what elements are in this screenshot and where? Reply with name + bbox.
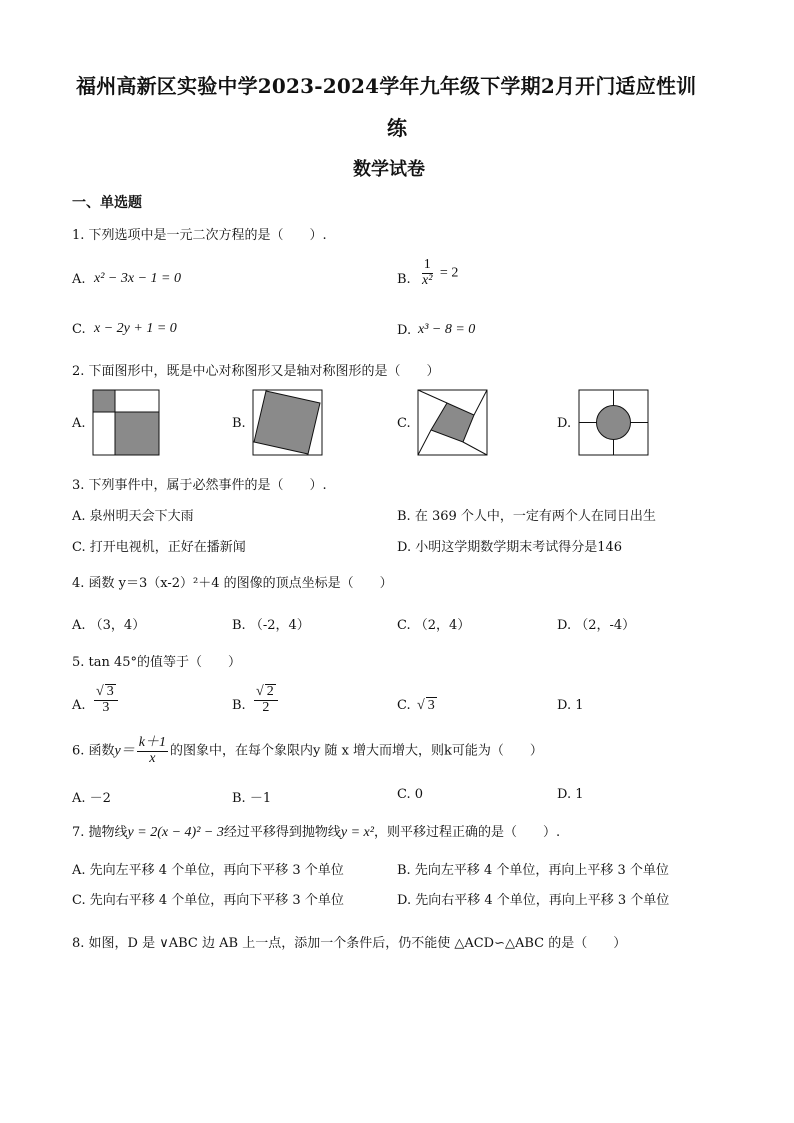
q7-stem-prefix: 7. 抛物线 [72, 825, 128, 840]
q1-stem: 1. 下列选项中是一元二次方程的是（ ）. [72, 228, 327, 243]
q3-option-d: D. 小明这学期数学期末考试得分是146 [397, 540, 623, 555]
q6-fraction [137, 736, 168, 766]
q6-fraction-denominator: x [149, 750, 156, 766]
q6-fraction-numerator: k＋1 [138, 735, 166, 750]
q3-option-b: B. 在 369 个人中，一定有两个人在同日出生 [397, 509, 656, 524]
q1-option-a-text: x² − 3x − 1 = 0 [94, 271, 181, 286]
q7-stem [72, 821, 560, 841]
q5-option-b-radicand: 2 [266, 684, 274, 699]
q5-option-d: D. 1 [557, 698, 584, 713]
q4-option-a: A. （3，4） [72, 618, 146, 633]
q8-stem: 8. 如图，D 是 ∨ABC 边 AB 上一点，添加一个条件后，仍不能使 △ACD∽△ABC 的是（ ） [72, 936, 627, 951]
q7-math-original: y = 2(x − 4)² − 3 [127, 825, 224, 840]
q1-option-b-numerator: 1 [423, 257, 431, 272]
document-subtitle: 数学试卷 [353, 159, 425, 180]
document-title-line2: 练 [387, 116, 408, 140]
q5-option-b-label: B. [232, 698, 246, 713]
q1-option-c-text: x − 2y + 1 = 0 [94, 321, 177, 336]
q1-option-b-rest: = 2 [439, 265, 459, 281]
q1-option-b-label: B. [397, 272, 411, 287]
q2-figure-a [92, 389, 162, 457]
q5-option-c-radicand: 3 [427, 698, 435, 713]
q5-option-c-label: C. [397, 698, 411, 713]
q6-option-a: A. －2 [72, 791, 111, 806]
q2-stem: 2. 下面图形中，既是中心对称图形又是轴对称图形的是（ ） [72, 364, 440, 379]
q1-option-c-label: C. [72, 322, 86, 337]
q7-option-d: D. 先向右平移 4 个单位，再向上平移 3 个单位 [397, 893, 670, 908]
q2-option-d-label: D. [557, 416, 572, 431]
q1-option-b-denominator: x² [422, 272, 433, 288]
section-heading-single-choice: 一、单选题 [72, 195, 142, 211]
q5-option-a-radicand: 3 [106, 684, 114, 699]
q1-option-d-label: D. [397, 323, 412, 338]
q7-stem-suffix: ，则平移过程正确的是（ ）. [373, 825, 561, 840]
q2-option-b-label: B. [232, 416, 246, 431]
q4-stem: 4. 函数 y＝3（x-2）²＋4 的图像的顶点坐标是（ ） [72, 576, 393, 591]
q2-figure-c [417, 389, 489, 457]
q2-option-c-label: C. [397, 416, 411, 431]
q3-option-a: A. 泉州明天会下大雨 [72, 509, 194, 524]
q3-stem: 3. 下列事件中，属于必然事件的是（ ）. [72, 478, 327, 493]
q5-option-a-label: A. [72, 698, 86, 713]
q6-option-c: C. 0 [397, 787, 424, 802]
q5-option-b-denominator: 2 [262, 699, 270, 715]
q2-figure-d [578, 389, 650, 457]
q3-option-c: C. 打开电视机，正好在播新闻 [72, 540, 246, 555]
q5-option-a: $\frac{√ 3}{3}$ [92, 684, 120, 715]
q6-stem [72, 736, 543, 766]
q5-option-a-denominator: 3 [102, 699, 110, 715]
q2-option-a-label: A. [72, 416, 86, 431]
q4-option-b: B. （-2，4） [232, 618, 310, 633]
q7-math-target: y = x² [340, 825, 374, 840]
q5-option-b: $\frac{√ 2}{2}$ [252, 684, 280, 715]
q1-option-b [418, 258, 458, 288]
q6-function-y: y＝ [114, 743, 135, 759]
q7-option-c: C. 先向右平移 4 个单位，再向下平移 3 个单位 [72, 893, 344, 908]
q5-option-c: √ 3 [417, 698, 435, 713]
q5-stem: 5. tan 45°的值等于（ ） [72, 655, 242, 670]
q1-option-d-text: x³ − 8 = 0 [418, 322, 476, 337]
q6-option-b: B. －1 [232, 791, 272, 806]
q6-stem-prefix: 6. 函数 [72, 743, 115, 759]
q4-option-c: C. （2，4） [397, 618, 471, 633]
q7-stem-middle: 经过平移得到抛物线 [223, 825, 341, 840]
q4-option-d: D. （2，-4） [557, 618, 636, 633]
q2-figure-b [252, 389, 324, 457]
q6-option-d: D. 1 [557, 787, 584, 802]
q6-stem-suffix: 的图象中，在每个象限内y 随 x 增大而增大，则k可能为（ ） [169, 743, 543, 759]
q7-option-b: B. 先向左平移 4 个单位，再向上平移 3 个单位 [397, 863, 669, 878]
q1-option-a-label: A. [72, 272, 86, 287]
q7-option-a: A. 先向左平移 4 个单位，再向下平移 3 个单位 [72, 863, 344, 878]
document-title-line1: 福州高新区实验中学2023-2024学年九年级下学期2月开门适应性训 [76, 74, 697, 98]
